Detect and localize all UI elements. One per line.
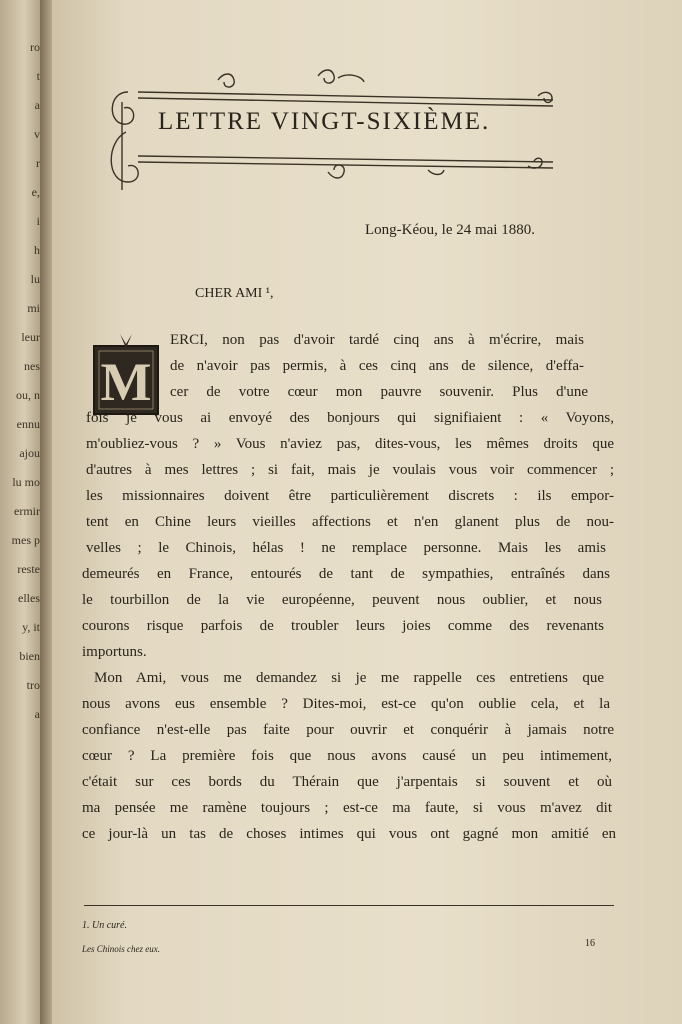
left-page-text-fragment: v — [34, 127, 40, 141]
left-page-text-fragment: bien — [19, 649, 40, 663]
body-line: velles ; le Chinois, hélas ! ne remplace personne. Mais les amis — [86, 540, 606, 556]
body-line: cœur ? La première fois que nous avons causé un peu intimement, — [82, 748, 612, 764]
body-line: m'oubliez-vous ? » Vous n'aviez pas, dites-vous, les mêmes droits que — [86, 436, 614, 452]
left-page-text-fragment: y, it — [22, 620, 40, 634]
left-page-text-fragment: lu — [30, 272, 40, 286]
body-line: le tourbillon de la vie européenne, peuvent nous oublier, et nous — [82, 592, 602, 608]
body-line: fois je vous ai envoyé des bonjours qui signifiaient : « Voyons, — [86, 410, 614, 426]
left-page-text-fragment: reste — [17, 562, 40, 576]
left-page-text-fragment: t — [36, 69, 40, 83]
left-page-text-fragment: elles — [18, 591, 40, 605]
left-page-text-fragment: ro — [30, 40, 40, 54]
drop-cap-letter: M — [100, 352, 152, 412]
left-page-text-fragment: ermir — [14, 504, 40, 518]
ornamental-drop-cap — [90, 330, 162, 418]
left-page-text-fragment: mes p — [11, 533, 40, 547]
body-line: tent en Chine leurs vieilles affections et n'en glanent plus de nou- — [86, 514, 614, 530]
body-line: ce jour-là un tas de choses intimes qui vous ont gagné mon amitié en — [82, 826, 616, 842]
left-page-text-fragment: lu mo — [12, 475, 40, 489]
left-page-text-fragment: mi — [27, 301, 40, 315]
left-page-text-fragment: ennu — [16, 417, 40, 431]
left-page-text-fragment: r — [36, 156, 40, 170]
left-page-text-fragment: i — [36, 214, 40, 228]
left-page-text-fragment: h — [34, 243, 40, 257]
body-line: ma pensée me ramène toujours ; est-ce ma faute, si vous m'avez dit — [82, 800, 612, 816]
left-page-text-fragment: leur — [21, 330, 40, 344]
body-line: courons risque parfois de troubler leurs joies comme des revenants — [82, 618, 604, 634]
page-number: 16 — [585, 938, 595, 949]
body-line: Mon Ami, vous me demandez si je me rappelle ces entretiens que — [94, 670, 604, 686]
running-footer: Les Chinois chez eux. — [82, 944, 160, 954]
left-page-text-fragment: a — [34, 98, 40, 112]
dateline: Long-Kéou, le 24 mai 1880. — [365, 222, 535, 238]
body-line: d'autres à mes lettres ; si fait, mais je voulais vous voir commencer ; — [86, 462, 614, 478]
body-line: les missionnaires doivent être particulièrement discrets : ils empor- — [86, 488, 614, 504]
body-line: importuns. — [82, 644, 147, 660]
body-line: nous avons eus ensemble ? Dites-moi, est-ce qu'on oublie cela, et la — [82, 696, 610, 712]
left-page-text-fragment: a — [34, 707, 40, 721]
left-page-text-fragment: ajou — [19, 446, 40, 460]
left-page-text-fragment: e, — [31, 185, 40, 199]
salutation: CHER AMI ¹, — [195, 286, 274, 301]
letter-title: LETTRE VINGT-SIXIÈME. — [158, 108, 491, 135]
left-page-text-fragment: nes — [24, 359, 40, 373]
left-page-text-fragment: ou, n — [16, 388, 40, 402]
body-line: confiance n'est-elle pas faite pour ouvrir et conquérir à jamais notre — [82, 722, 614, 738]
footnote: 1. Un curé. — [82, 920, 127, 931]
body-line: c'était sur ces bords du Thérain que j'arpentais si souvent et où — [82, 774, 612, 790]
left-page-text-fragment: tro — [26, 678, 40, 692]
body-line: de n'avoir pas permis, à ces cinq ans de silence, d'effa- — [170, 358, 584, 374]
footnote-rule — [84, 905, 614, 906]
left-page-edge — [0, 0, 44, 1024]
body-line: cer de votre cœur mon pauvre souvenir. Plus d'une — [170, 384, 588, 400]
body-line: demeurés en France, entourés de tant de sympathies, entraînés dans — [82, 566, 610, 582]
body-line: ERCI, non pas d'avoir tardé cinq ans à m'écrire, mais — [170, 332, 584, 348]
